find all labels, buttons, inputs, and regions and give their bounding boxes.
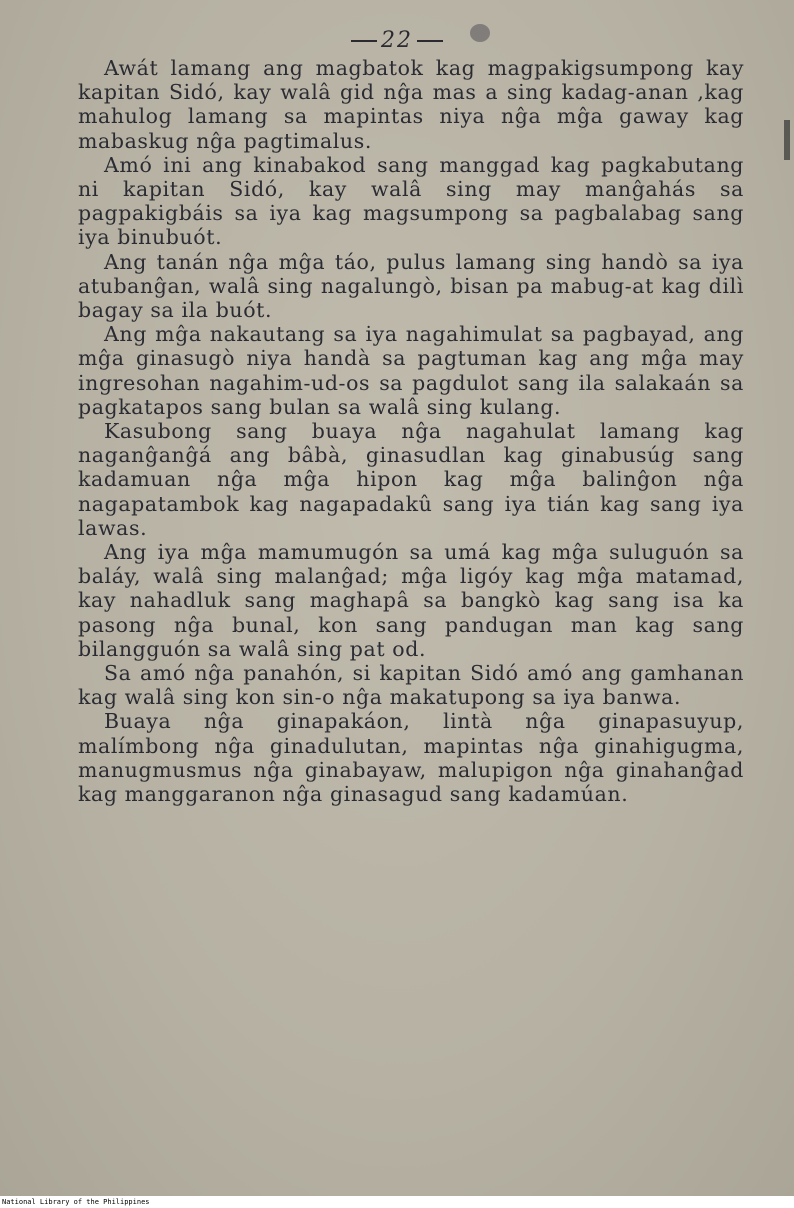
paragraph: Awát lamang ang magbatok kag magpakigsumpong kay kapitan Sidó, kay walâ gid nĝa mas a sing kadag-anan ,kag mahulog lamang sa mapintas niya nĝa mĝa gaway kag mabaskug nĝa pagtimalus. [78, 56, 744, 153]
folio-dash-left [351, 40, 377, 42]
paragraph: Buaya nĝa ginapakáon, lintà nĝa ginapasuyup, malímbong nĝa ginadulutan, mapintas nĝa ginahigugma, manugmusmus nĝa ginabayaw, malupigon nĝa ginahanĝad kag manggaranon nĝa ginasagud sang kadamúan. [78, 709, 744, 807]
footer [0, 1196, 794, 1208]
paragraph: Amó ini ang kinabakod sang manggad kag pagkabutang ni kapitan Sidó, kay walâ sing may manĝahás sa pagpakigbáis sa iya kag magsumpong sa pagbalabag sang iya binubuót. [78, 152, 744, 250]
page-number [0, 28, 794, 53]
paragraph: Ang iya mĝa mamumugón sa umá kag mĝa suluguón sa baláy, walâ sing malanĝad; mĝa ligóy kag mĝa matamad, kay nahadluk sang maghapâ sa bangkò kag sang isa ka pasong nĝa bunal, kon sang pandugan man kag sang bilangguón sa walâ sing pat od. [78, 540, 744, 661]
page-body [78, 56, 744, 806]
paragraph: Kasubong sang buaya nĝa nagahulat lamang kag naganĝanĝá ang bâbà, ginasudlan kag ginabusúg sang kadamuan nĝa mĝa hipon kag mĝa balinĝon nĝa nagapatambok kag nagapadakû sang iya tián kag sang iya lawas. [78, 419, 744, 540]
footer-credit: National Library of the Philippines [2, 1198, 150, 1206]
paragraph: Ang tanán nĝa mĝa táo, pulus lamang sing handò sa iya atubanĝan, walâ sing nagalungò, bisan pa mabug-at kag dilì bagay sa ila buót. [78, 249, 744, 323]
paragraph: Ang mĝa nakautang sa iya nagahimulat sa pagbayad, ang mĝa ginasugò niya handà sa pagtuman kag ang mĝa may ingresohan nagahim-ud-os sa pagdulot sang ila salakaán sa pagkatapos sang bulan sa walâ sing kulang. [78, 322, 744, 419]
folio-dash-right [417, 40, 443, 42]
page-edge-mark [784, 120, 790, 160]
page-number-text: 22 [381, 28, 413, 53]
paragraph: Sa amó nĝa panahón, si kapitan Sidó amó ang gamhanan kag walâ sing kon sin-o nĝa makatupong sa iya banwa. [78, 661, 744, 710]
